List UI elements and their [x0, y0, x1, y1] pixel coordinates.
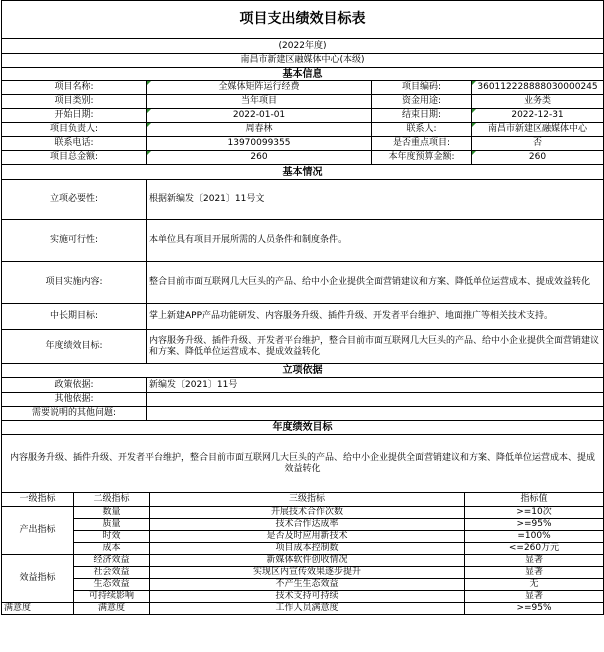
indicator-row [2, 579, 604, 591]
header-table [1, 0, 604, 81]
situation-label: 年度绩效目标: [2, 330, 147, 364]
indicator-row [2, 543, 604, 555]
info-value: 2022-01-01 [147, 109, 372, 123]
basis-row [2, 393, 604, 407]
fiscal-year: (2022年度) [2, 39, 604, 54]
level3-label: 开展技术合作次数 [150, 507, 465, 519]
indicator-row [2, 591, 604, 603]
indicator-row [2, 603, 604, 615]
situation-row [2, 262, 604, 304]
level3-label: 不产生生态效益 [150, 579, 465, 591]
unit-name: 南昌市新建区融媒体中心(本级) [2, 54, 604, 68]
level2-label: 社会效益 [74, 567, 150, 579]
situation-label: 实施可行性: [2, 220, 147, 262]
indicator-value: <=260万元 [465, 543, 604, 555]
situation-row [2, 220, 604, 262]
indicator-table [1, 492, 604, 615]
basis-value [147, 407, 604, 421]
section-basic-info: 基本信息 [2, 68, 604, 81]
info-value: 13970099355 [147, 137, 372, 151]
info-row [2, 81, 604, 95]
basis-row [2, 407, 604, 421]
level3-label: 实现区内宣传效果逐步提升 [150, 567, 465, 579]
situation-value: 本单位具有项目开展所需的人员条件和制度条件。 [147, 220, 604, 262]
info-key: 联系电话: [2, 137, 147, 151]
level2-label: 成本 [74, 543, 150, 555]
col-header-value: 指标值 [465, 493, 604, 507]
indicator-row [2, 567, 604, 579]
situation-label: 中长期目标: [2, 304, 147, 330]
section-basic-situation: 基本情况 [2, 165, 604, 180]
basis-label: 其他依据: [2, 393, 147, 407]
level3-label: 是否及时应用新技术 [150, 531, 465, 543]
indicator-value: 显著 [465, 591, 604, 603]
info-key: 项目负责人: [2, 123, 147, 137]
info-key: 是否重点项目: [372, 137, 472, 151]
level3-label: 项目成本控制数 [150, 543, 465, 555]
situation-row [2, 330, 604, 364]
situation-value: 掌上新建APP产品功能研发、内容服务升级、插件升级、开发者平台维护、地面推广等相关技术支持。 [147, 304, 604, 330]
level2-label: 生态效益 [74, 579, 150, 591]
level2-label: 时效 [74, 531, 150, 543]
indicator-value: =100% [465, 531, 604, 543]
level2-label: 经济效益 [74, 555, 150, 567]
info-row [2, 151, 604, 165]
info-value: 南昌市新建区融媒体中心 [472, 123, 604, 137]
indicator-value: 显著 [465, 567, 604, 579]
level1-label: 效益指标 [2, 555, 74, 603]
info-value: 业务类 [472, 95, 604, 109]
indicator-value: >=95% [465, 519, 604, 531]
situation-label: 项目实施内容: [2, 262, 147, 304]
situation-value: 内容服务升级、插件升级、开发者平台维护，整合目前市面互联网几大巨头的产品、给中小企业提供全面营销建议和方案、降低单位运营成本、提成效益转化 [147, 330, 604, 364]
basis-label: 政策依据: [2, 378, 147, 393]
situation-label: 立项必要性: [2, 180, 147, 220]
situation-value: 整合目前市面互联网几大巨头的产品、给中小企业提供全面营销建议和方案、降低单位运营成本、提成效益转化 [147, 262, 604, 304]
info-key: 项目总金额: [2, 151, 147, 165]
basic-situation-table [1, 164, 604, 493]
info-row [2, 109, 604, 123]
info-key: 联系人: [372, 123, 472, 137]
info-value: 260 [472, 151, 604, 165]
section-annual-goal: 年度绩效目标 [2, 421, 604, 435]
level2-label: 质量 [74, 519, 150, 531]
indicator-value: >=10次 [465, 507, 604, 519]
basis-value [147, 393, 604, 407]
info-key: 项目编码: [372, 81, 472, 95]
info-value: 全媒体矩阵运行经费 [147, 81, 372, 95]
basis-row [2, 378, 604, 393]
indicator-header-row [2, 493, 604, 507]
level2-label: 可持续影响 [74, 591, 150, 603]
performance-target-sheet [1, 0, 603, 615]
info-value: 否 [472, 137, 604, 151]
level3-label: 新媒体软件创收情况 [150, 555, 465, 567]
info-value: 周春林 [147, 123, 372, 137]
basis-value: 新编发〔2021〕11号 [147, 378, 604, 393]
section-basis: 立项依据 [2, 364, 604, 378]
indicator-row [2, 519, 604, 531]
indicator-value: 无 [465, 579, 604, 591]
col-header-level3: 三级指标 [150, 493, 465, 507]
info-key: 项目名称: [2, 81, 147, 95]
indicator-row [2, 555, 604, 567]
indicator-row [2, 507, 604, 519]
info-key: 资金用途: [372, 95, 472, 109]
basis-label: 需要说明的其他问题: [2, 407, 147, 421]
col-header-level2: 二级指标 [74, 493, 150, 507]
indicator-value: 显著 [465, 555, 604, 567]
info-key: 本年度预算金额: [372, 151, 472, 165]
info-value: 360112228888030000245 [472, 81, 604, 95]
indicator-row [2, 531, 604, 543]
indicator-value: >=95% [465, 603, 604, 615]
info-value: 当年项目 [147, 95, 372, 109]
level3-label: 工作人员满意度 [150, 603, 465, 615]
situation-row [2, 180, 604, 220]
level2-label: 数量 [74, 507, 150, 519]
info-row [2, 95, 604, 109]
info-key: 结束日期: [372, 109, 472, 123]
page-title: 项目支出绩效目标表 [2, 1, 604, 39]
level3-label: 技术合作达成率 [150, 519, 465, 531]
level1-label: 产出指标 [2, 507, 74, 555]
info-key: 项目类别: [2, 95, 147, 109]
situation-row [2, 304, 604, 330]
info-row [2, 123, 604, 137]
situation-value: 根据新编发〔2021〕11号文 [147, 180, 604, 220]
annual-goal-text: 内容服务升级、插件升级、开发者平台维护，整合目前市面互联网几大巨头的产品、给中小企业提供全面营销建议和方案、降低单位运营成本、提成效益转化 [2, 435, 604, 493]
info-row [2, 137, 604, 151]
level2-label: 满意度 [74, 603, 150, 615]
level3-label: 技术支持可持续 [150, 591, 465, 603]
col-header-level1: 一级指标 [2, 493, 74, 507]
info-key: 开始日期: [2, 109, 147, 123]
basic-info-table [1, 80, 604, 165]
info-value: 260 [147, 151, 372, 165]
info-value: 2022-12-31 [472, 109, 604, 123]
level1-label: 满意度 [2, 603, 74, 615]
